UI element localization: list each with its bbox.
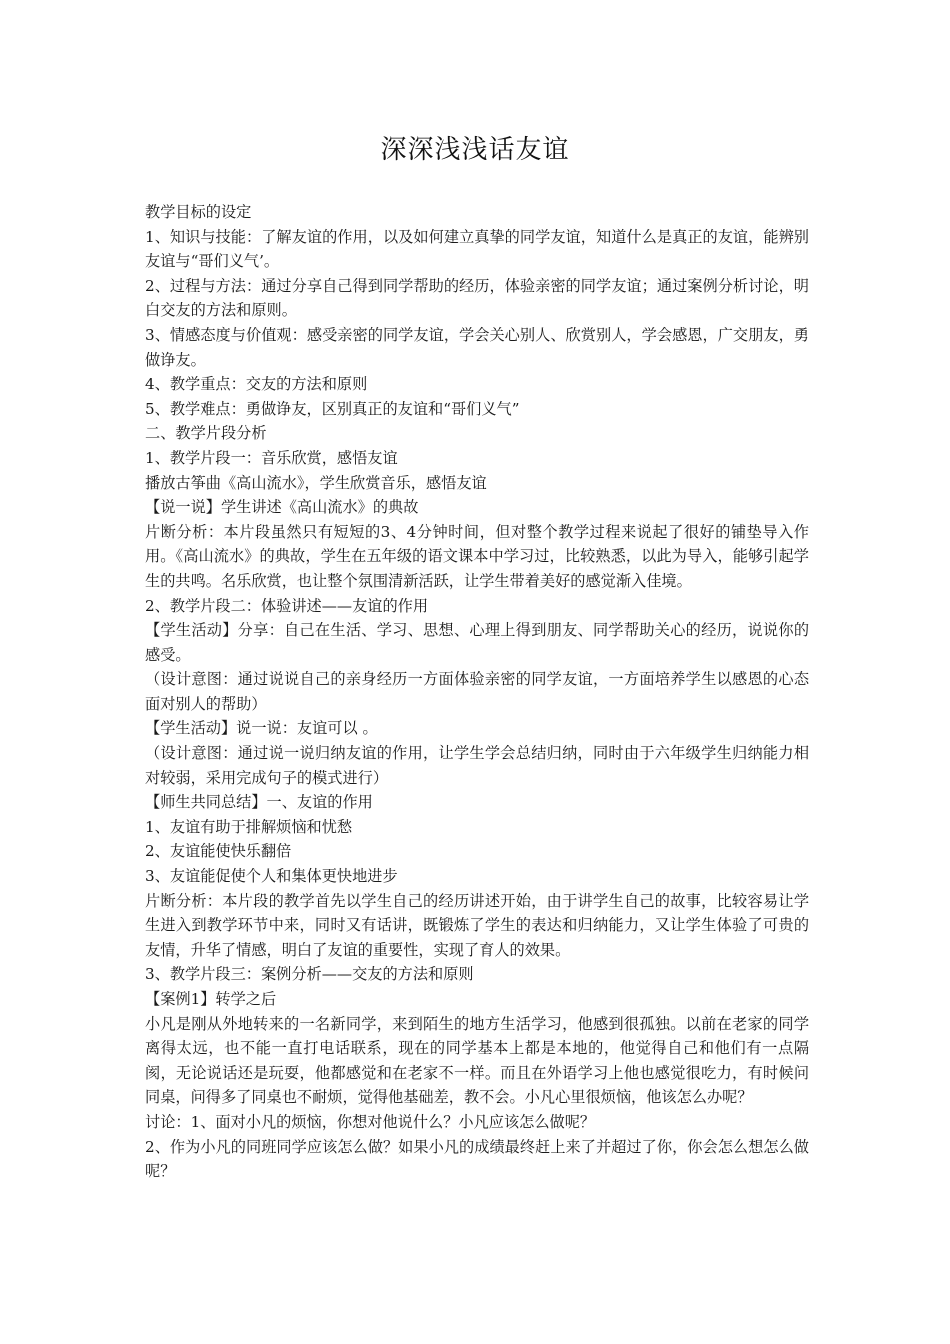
paragraph: （设计意图：通过说说自己的亲身经历一方面体验亲密的同学友谊，一方面培养学生以感恩的心态面对别人的帮助） — [145, 670, 809, 713]
paragraph: 教学目标的设定 — [145, 203, 252, 221]
paragraph: 【学生活动】说一说：友谊可以 。 — [145, 719, 378, 738]
paragraph: 2、过程与方法：通过分享自己得到同学帮助的经历，体验亲密的同学友谊；通过案例分析讨论，明白交友的方法和原则。 — [145, 276, 809, 320]
paragraph: 2、友谊能使快乐翻倍 — [145, 842, 292, 861]
paragraph: 3、友谊能促使个人和集体更快地进步 — [145, 867, 398, 886]
paragraph: 1、知识与技能：了解友谊的作用，以及如何建立真挚的同学友谊，知道什么是真正的友谊，能辨别友谊与“哥们义气’。 — [145, 227, 809, 271]
paragraph: 4、教学重点：交友的方法和原则 — [145, 375, 368, 394]
document-body — [145, 200, 809, 1184]
paragraph: 1、教学片段一：音乐欣赏，感悟友谊 — [145, 448, 398, 467]
paragraph: 2、教学片段二：体验讲述——友谊的作用 — [145, 596, 429, 615]
document-title: 深深浅浅话友谊 — [380, 135, 570, 165]
paragraph: 片断分析：本片段虽然只有短短的3、4分钟时间，但对整个教学过程来说起了很好的铺垫导入作用。《高山流水》的典故，学生在五年级的语文课本中学习过，比较熟悉，以此为导入，能够引起学生的共鸣。名乐欣赏，也让整个氛围清新活跃，让学生带着美好的感觉渐入佳境。 — [145, 522, 809, 590]
paragraph: 【案例1】转学之后 — [145, 990, 277, 1008]
paragraph: （设计意图：通过说一说归纳友谊的作用，让学生学会总结归纳，同时由于六年级学生归纳能力相对较弱，采用完成句子的模式进行） — [145, 744, 809, 787]
paragraph: 3、情感态度与价值观：感受亲密的同学友谊，学会关心别人、欣赏别人，学会感恩，广交朋友，勇做诤友。 — [145, 325, 809, 369]
paragraph: 1、友谊有助于排解烦恼和忧愁 — [145, 817, 353, 836]
paragraph: 【学生活动】分享：自己在生活、学习、思想、心理上得到朋友、同学帮助关心的经历，说说你的感受。 — [145, 621, 809, 664]
paragraph: 3、教学片段三：案例分析——交友的方法和原则 — [145, 965, 474, 984]
paragraph: 小凡是刚从外地转来的一名新同学，来到陌生的地方生活学习，他感到很孤独。以前在老家的同学离得太远，也不能一直打电话联系，现在的同学基本上都是本地的，他觉得自己和他们有一点隔阂，无论说话还是玩耍，他都感觉和在老家不一样。而且在外语学习上他也感觉很吃力，有时候问同桌，问得多了同桌也不耐烦，觉得他基础差，教不会。小凡心里很烦恼，他该怎么办呢？ — [145, 1014, 809, 1107]
paragraph: 讨论：1、面对小凡的烦恼，你想对他说什么？小凡应该怎么做呢？ — [145, 1112, 596, 1131]
paragraph: 播放古筝曲《高山流水》，学生欣赏音乐，感悟友谊 — [145, 473, 487, 492]
paragraph: 5、教学难点：勇做诤友，区别真正的友谊和“哥们义气” — [145, 399, 520, 418]
paragraph: 2、作为小凡的同班同学应该怎么做？如果小凡的成绩最终赶上来了并超过了你，你会怎么想怎么做呢？ — [145, 1137, 809, 1181]
paragraph: 【师生共同总结】一、友谊的作用 — [145, 793, 373, 812]
paragraph: 【说一说】学生讲述《高山流水》的典故 — [145, 498, 419, 517]
paragraph: 二、教学片段分析 — [145, 424, 267, 443]
paragraph: 片断分析：本片段的教学首先以学生自己的经历讲述开始，由于讲学生自己的故事，比较容易让学生进入到教学环节中来，同时又有话讲，既锻炼了学生的表达和归纳能力，又让学生体验了可贵的友情，升华了情感，明白了友谊的重要性，实现了育人的效果。 — [145, 891, 809, 959]
